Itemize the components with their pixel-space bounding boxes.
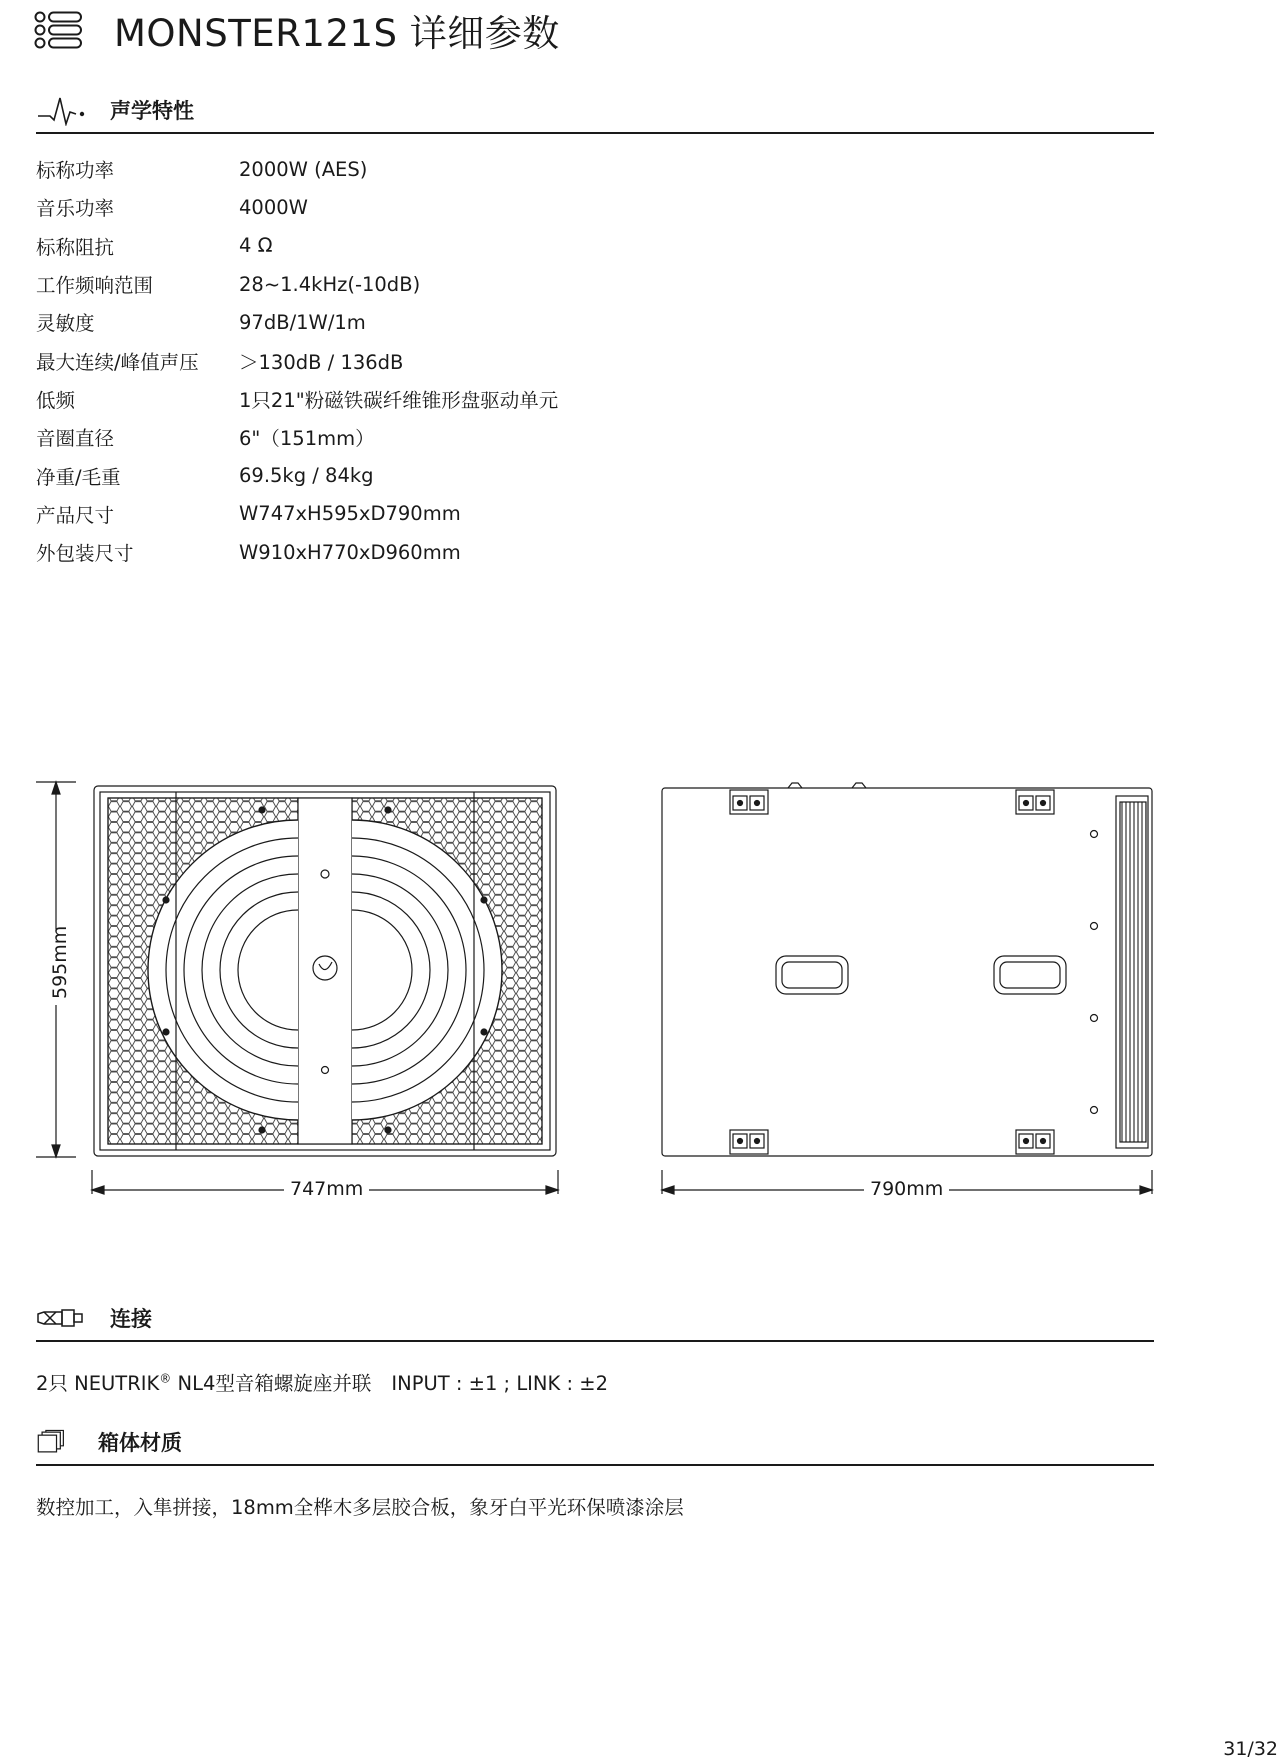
spec-value: W747xH595xD790mm xyxy=(239,502,461,526)
technical-drawing xyxy=(36,770,1166,1230)
acoustic-section xyxy=(36,88,1154,571)
spec-row xyxy=(36,265,1154,303)
spec-label: 外包装尺寸 xyxy=(36,542,134,566)
spec-value: 4 Ω xyxy=(239,234,273,258)
spec-label: 低频 xyxy=(36,388,76,412)
side-view xyxy=(662,783,1152,1156)
layers-icon xyxy=(36,1426,74,1458)
spec-row xyxy=(36,188,1154,226)
connection-prefix: 2只 NEUTRIK xyxy=(36,1372,160,1395)
height-label: 595mm xyxy=(49,929,71,1005)
spec-value: 28~1.4kHz(-10dB) xyxy=(239,272,421,296)
spec-row xyxy=(36,495,1154,533)
spec-value: 69.5kg / 84kg xyxy=(239,464,374,488)
spec-row xyxy=(36,341,1154,379)
connection-section-header xyxy=(36,1296,1154,1342)
page-number: 31/32 xyxy=(1223,1738,1278,1760)
connection-text xyxy=(36,1368,1154,1396)
cabinet-section-title: 箱体材质 xyxy=(98,1431,182,1455)
connection-io: INPUT : ±1 ; LINK : ±2 xyxy=(391,1372,609,1395)
cabinet-section xyxy=(36,1420,1154,1520)
list-icon xyxy=(34,10,84,50)
spec-label: 工作频响范围 xyxy=(36,274,154,298)
spec-label: 最大连续/峰值声压 xyxy=(36,350,199,374)
spec-value: 2000W (AES) xyxy=(239,157,368,181)
spec-value: 1只21"粉磁铁碳纤维锥形盘驱动单元 xyxy=(239,388,559,412)
spec-row xyxy=(36,533,1154,571)
spec-label: 音乐功率 xyxy=(36,197,115,221)
front-view xyxy=(94,786,556,1156)
spec-value: 6"（151mm） xyxy=(239,427,375,451)
width-label: 747mm xyxy=(284,1178,369,1200)
spec-value: W910xH770xD960mm xyxy=(239,540,461,564)
spec-row xyxy=(36,418,1154,456)
connector-icon xyxy=(36,1302,86,1334)
cabinet-text: 数控加工，入隼拼接，18mm全桦木多层胶合板，象牙白平光环保喷漆涂层 xyxy=(36,1496,684,1519)
acoustic-section-header xyxy=(36,88,1154,134)
connection-section xyxy=(36,1296,1154,1396)
spec-value: 97dB/1W/1m xyxy=(239,310,366,334)
spec-label: 净重/毛重 xyxy=(36,465,121,489)
spec-row xyxy=(36,150,1154,188)
spec-label: 音圈直径 xyxy=(36,427,115,451)
registered-mark: ® xyxy=(159,1371,172,1386)
spec-row xyxy=(36,227,1154,265)
waveform-icon xyxy=(36,94,86,126)
spec-row xyxy=(36,303,1154,341)
spec-value: 4000W xyxy=(239,195,308,219)
spec-row xyxy=(36,456,1154,494)
acoustic-section-title: 声学特性 xyxy=(110,99,194,123)
depth-label: 790mm xyxy=(864,1178,949,1200)
cabinet-section-header xyxy=(36,1420,1154,1466)
spec-label: 标称阻抗 xyxy=(36,235,115,259)
spec-label: 标称功率 xyxy=(36,159,115,183)
spec-row xyxy=(36,380,1154,418)
spec-value: ＞130dB / 136dB xyxy=(239,350,404,374)
speaker-drawing xyxy=(36,770,1166,1230)
connection-section-title: 连接 xyxy=(110,1307,152,1331)
spec-label: 产品尺寸 xyxy=(36,503,115,527)
spec-table xyxy=(36,150,1154,571)
title-row xyxy=(34,8,560,55)
spec-label: 灵敏度 xyxy=(36,312,95,336)
connection-suffix: NL4型音箱螺旋座并联 xyxy=(171,1372,372,1395)
page-title: MONSTER121S 详细参数 xyxy=(114,12,560,55)
